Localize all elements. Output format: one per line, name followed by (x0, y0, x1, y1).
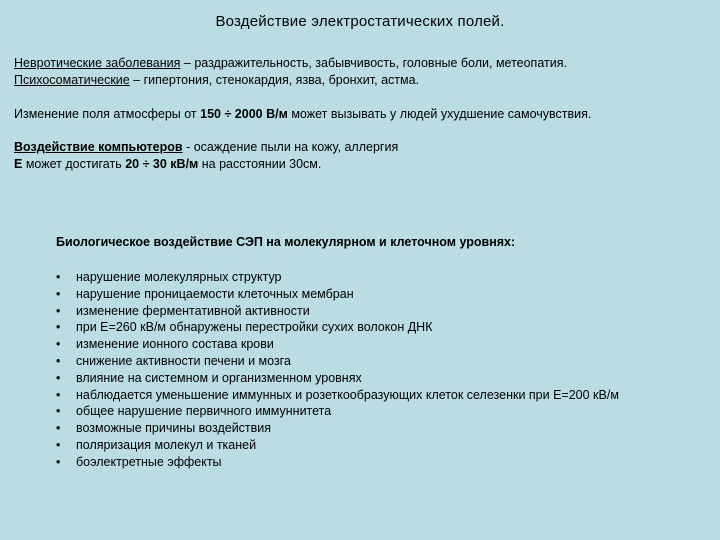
list-item-text: нарушение молекулярных структур (76, 270, 282, 284)
computers-term: Воздействие компьютеров (14, 140, 183, 154)
bullet-icon: • (56, 370, 61, 385)
bullet-icon: • (56, 421, 61, 436)
psychosomatic-description: – гипертония, стенокардия, язва, бронхит, астма. (129, 72, 420, 87)
list-item (56, 286, 619, 303)
list-item-text: изменение ферментативной активности (76, 303, 310, 318)
atmosphere-suffix: может вызывать у людей ухудшение самочувствия. (287, 107, 592, 121)
list-item (56, 336, 619, 353)
computers-description: - осаждение пыли на кожу, аллергия (182, 140, 399, 154)
bullet-icon: • (56, 337, 61, 352)
list-item (56, 353, 619, 370)
list-item-text: возможные причины воздействия (76, 421, 272, 436)
list-item (56, 370, 619, 387)
atmosphere-range: 150 ÷ 2000 В/м (200, 107, 288, 121)
field-suffix: на расстоянии 30см. (198, 156, 322, 171)
bullet-icon: • (56, 303, 61, 318)
list-item (56, 420, 619, 437)
field-symbol: Е (14, 156, 23, 171)
slide-title: Воздействие электростатических полей. (215, 13, 505, 30)
list-item-text: боэлектретные эффекты (76, 454, 222, 469)
bullet-icon: • (56, 454, 61, 469)
bullet-icon: • (56, 353, 61, 368)
list-item-text: влияние на системном и организменном уровнях (76, 370, 362, 385)
list-item-text: наблюдается уменьшение иммунных и розеткообразующих клеток селезенки при Е=200 кВ/м (76, 387, 619, 402)
list-item-text: снижение активности печени и мозга (76, 353, 291, 368)
list-item-text: поляризация молекул и тканей (76, 437, 257, 452)
neurotic-description: – раздражительность, забывчивость, головные боли, метеопатия. (180, 56, 567, 70)
bullet-icon: • (56, 387, 61, 402)
list-item (56, 387, 619, 404)
list-item (56, 303, 619, 320)
psychosomatic-term: Психосоматические (14, 72, 130, 87)
list-item-text: нарушение проницаемости клеточных мембран (76, 286, 354, 301)
list-item (56, 437, 619, 454)
atmosphere-paragraph (14, 106, 591, 123)
bullet-icon: • (56, 437, 61, 452)
neurotic-term: Невротические заболевания (14, 56, 181, 70)
list-item (56, 403, 619, 420)
list-item-text: изменение ионного состава крови (76, 337, 274, 352)
computers-line (14, 139, 398, 156)
field-mid: может достигать (22, 156, 126, 171)
field-range: 20 ÷ 30 кВ/м (125, 156, 199, 171)
psychosomatic-line (14, 72, 567, 89)
bullet-icon: • (56, 286, 61, 301)
atmosphere-prefix: Изменение поля атмосферы от (14, 107, 201, 121)
list-item (56, 269, 619, 286)
bullet-icon: • (56, 270, 61, 284)
bio-heading: Биологическое воздействие СЭП на молекулярном и клеточном уровнях: (56, 235, 516, 249)
list-item-text: при Е=260 кВ/м обнаружены перестройки сухих волокон ДНК (76, 320, 433, 335)
bullet-icon: • (56, 404, 61, 419)
list-item (56, 319, 619, 336)
computers-paragraph (14, 139, 398, 172)
field-strength-line (14, 156, 398, 173)
bio-effects-list (56, 269, 619, 471)
list-item-text: общее нарушение первичного иммуннитета (76, 404, 332, 419)
bullet-icon: • (56, 320, 61, 335)
neurotic-line (14, 55, 567, 72)
list-item (56, 454, 619, 471)
diseases-paragraph (14, 55, 567, 88)
